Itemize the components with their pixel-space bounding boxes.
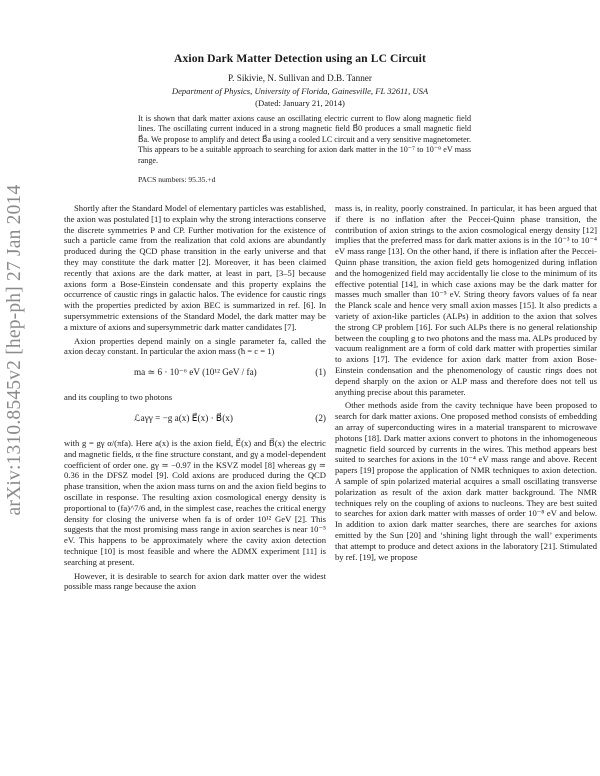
paper-title: Axion Dark Matter Detection using an LC Circuit bbox=[174, 52, 426, 65]
equation-expression: ma ≃ 6 · 10⁻⁶ eV (10¹² GeV / fa) bbox=[134, 367, 257, 378]
paper-affiliation: Department of Physics, University of Florida, Gainesville, FL 32611, USA bbox=[171, 86, 429, 96]
right-column bbox=[335, 203, 597, 562]
equation-expression: ℒaγγ = −g a(x) E⃗(x) · B⃗(x) bbox=[134, 412, 233, 423]
paragraph: Other methods aside from the cavity technique have been proposed to search for dark matter axions. One proposed method consists of embedding an array of superconducting wires in a material transparent to microwave photons [18]. Dark matter axions convert to photons in the inhomogeneous magnetic field sourced by currents in the wires. This method appears best suited to searches for axions in the 10⁻⁴ eV mass range and above. Recent papers [19] propose the application of NMR techniques to axion detection. A sample of spin polarized material acquires a small oscillating transverse polarization as result of the axion dark matter background. The NMR techniques rely on the coupling of axions to nucleons. They are best suited to searches for axion dark matter with masses of order 10⁻⁸ eV and below. In addition to axion dark matter searches, there are searches for axions emitted by the Sun [20] and ‘shining light through the wall’ experiments that attempt to produce and detect axions in the laboratory [21]. Stimulated by ref. [19], we propose bbox=[335, 400, 597, 562]
paragraph: However, it is desirable to search for axion dark matter over the widest possible mass range because the axion bbox=[64, 570, 326, 592]
equation-2 bbox=[64, 407, 326, 435]
paper-date: (Dated: January 21, 2014) bbox=[255, 98, 345, 108]
paragraph: mass is, in reality, poorly constrained. In particular, it has been argued that if there is no inflation after the Peccei-Quinn phase transition, the contribution of axion strings to the axion cosmological energy density [12] implies that the preferred mass for dark matter axions is in the 10⁻³ to 10⁻⁴ eV mass range [13]. On the other hand, if there is inflation after the Peccei-Quinn phase transition, the axion field gets homogenized during inflation and the homogenized field may accidentally lie close to the minimum of its effective potential [14], in which case axions may be the dark matter for masses much smaller than 10⁻⁵ eV. String theory favors values of fa near the Planck scale and hence very small axion masses [15]. It also predicts a variety of axion-like particles (ALPs) in addition to the axion that solves the strong CP problem [16]. For such ALPs there is no general relationship between the coupling g to two photons and the mass ma. ALPs produced by vacuum realignment are a form of cold dark matter with properties similar to axions [17]. The evidence for axion dark matter from axion Bose-Einstein condensation and the phenomenology of caustic rings does not depend sharply on the axion or ALP mass and therefore does not tell us anything precise about this parameter. bbox=[335, 203, 597, 397]
left-column bbox=[64, 203, 326, 592]
paragraph: Shortly after the Standard Model of elementary particles was established, the axion was postulated [1] to explain why the strong interactions conserve the discrete symmetries P and CP. Further motivation for the existence of such a particle came from the realization that cold axions are abundantly produced during the QCD phase transition in the early universe and that they may constitute the dark matter [2]. Moreover, it has been claimed recently that axions are the dark matter, at least in part, [3–5] because axions form a Bose-Einstein condensate and this property explains the occurrence of caustic rings in galactic halos. The evidence for caustic rings with the properties predicted by axion BEC is summarized in ref. [6]. In supersymmetric extensions of the Standard Model, the dark matter may be a mixture of axions and supersymmetric dark matter candidates [7]. bbox=[64, 203, 327, 332]
pacs-numbers: PACS numbers: 95.35.+d bbox=[138, 175, 216, 184]
abstract: It is shown that dark matter axions cause an oscillating electric current to flow along magnetic field lines. The oscillating current induced in a strong magnetic field B⃗0 produces a small magnetic field B⃗a. We propose to amplify and detect B⃗a using a cooled LC circuit and a very sensitive magnetometer. This appears to be a suitable approach to searching for axion dark matter in the 10⁻⁷ to 10⁻⁹ eV mass range. bbox=[138, 114, 471, 165]
paper-authors: P. Sikivie, N. Sullivan and D.B. Tanner bbox=[228, 73, 372, 83]
paragraph: and its coupling to two photons bbox=[64, 392, 173, 403]
paragraph: with g = gγ α/(πfa). Here a(x) is the axion field, E⃗(x) and B⃗(x) the electric and magnetic fields, α the fine structure constant, and gγ a model-dependent coefficient of order one. gγ ≃ −0.97 in the KSVZ model [8] whereas gγ ≃ 0.36 in the DFSZ model [9]. Cold axions are produced during the QCD phase transition, when the axion mass turns on and the axion field begins to oscillate in response. The resulting axion cosmological energy density is proportional to (fa)^7/6 and, in the simplest case, reaches the critical energy density for closing the universe when fa is of order 10¹² GeV [2]. This suggests that the most promising mass range in axion searches is near 10⁻⁵ eV. This happens to be approximately where the cavity axion detection technique [10] is most feasible and where the ADMX experiment [11] is searching at present. bbox=[64, 437, 326, 567]
arxiv-identifier bbox=[0, 140, 30, 560]
arxiv-identifier-text: arXiv:1310.8545v2 [hep-ph] 27 Jan 2014 bbox=[4, 184, 25, 516]
equation-number: (2) bbox=[315, 412, 326, 423]
paragraph: Axion properties depend mainly on a single parameter fa, called the axion decay constant. In particular the axion mass (ħ = c = 1) bbox=[64, 335, 326, 357]
equation-number: (1) bbox=[315, 367, 326, 378]
equation-1 bbox=[64, 361, 326, 389]
